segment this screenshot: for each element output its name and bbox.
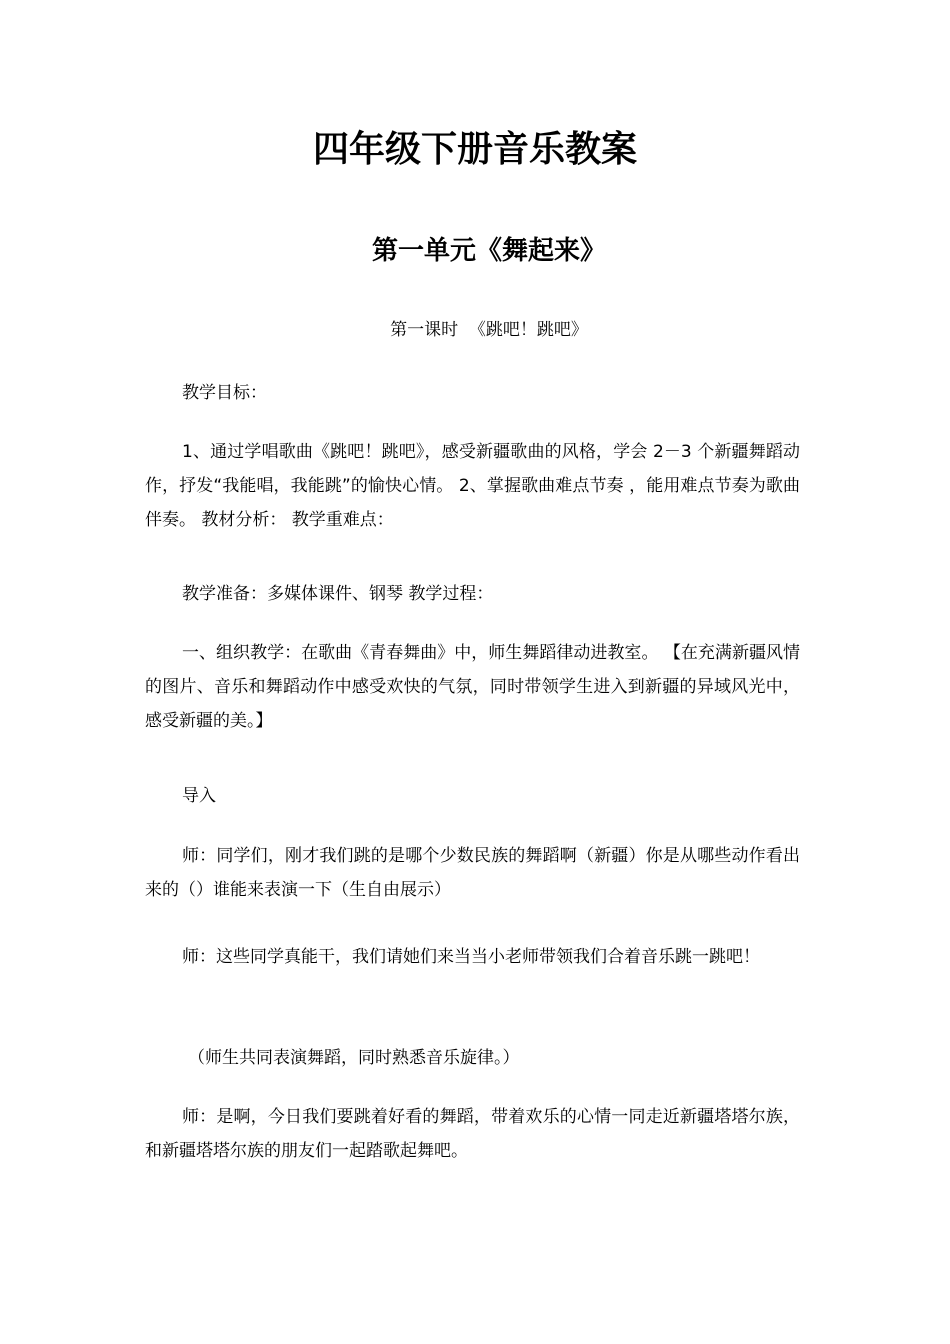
step-one-paragraph: 一、组织教学：在歌曲《青春舞曲》中，师生舞蹈律动进教室。 【在充满新疆风情的图片、音乐和舞蹈动作中感受欢快的气氛，同时带领学生进入到新疆的异域风光中，感受新疆的美。】	[145, 643, 800, 731]
teacher-line-3: 师：是啊，今日我们要跳着好看的舞蹈，带着欢乐的心情一同走近新疆塔塔尔族，和新疆塔塔尔族的朋友们一起踏歌起舞吧。	[145, 1107, 800, 1161]
performance-note: （师生共同表演舞蹈，同时熟悉音乐旋律。）	[188, 1048, 520, 1068]
teacher-line-1: 师：同学们，刚才我们跳的是哪个少数民族的舞蹈啊（新疆）你是从哪些动作看出来的（）谁能来表演一下（生自由展示）	[145, 846, 800, 900]
teacher-line-2: 师：这些同学真能干，我们请她们来当当小老师带领我们合着音乐跳一跳吧！	[182, 947, 760, 967]
preparation-paragraph: 教学准备：多媒体课件、钢琴 教学过程：	[182, 584, 494, 604]
lesson-title: 第一课时 《跳吧！跳吧》	[390, 320, 588, 340]
unit-title: 第一单元《舞起来》	[371, 236, 606, 266]
document-title: 四年级下册音乐教案	[312, 128, 637, 170]
objective-heading: 教学目标：	[182, 383, 267, 403]
intro-heading: 导入	[182, 786, 216, 806]
goals-paragraph: 1、通过学唱歌曲《跳吧！跳吧》，感受新疆歌曲的风格，学会 2－3 个新疆舞蹈动作，抒发“我能唱，我能跳”的愉快心情。 2、掌握歌曲难点节奏 ，能用难点节奏为歌曲伴奏。 教材分析： 教学重难点：	[145, 442, 800, 530]
